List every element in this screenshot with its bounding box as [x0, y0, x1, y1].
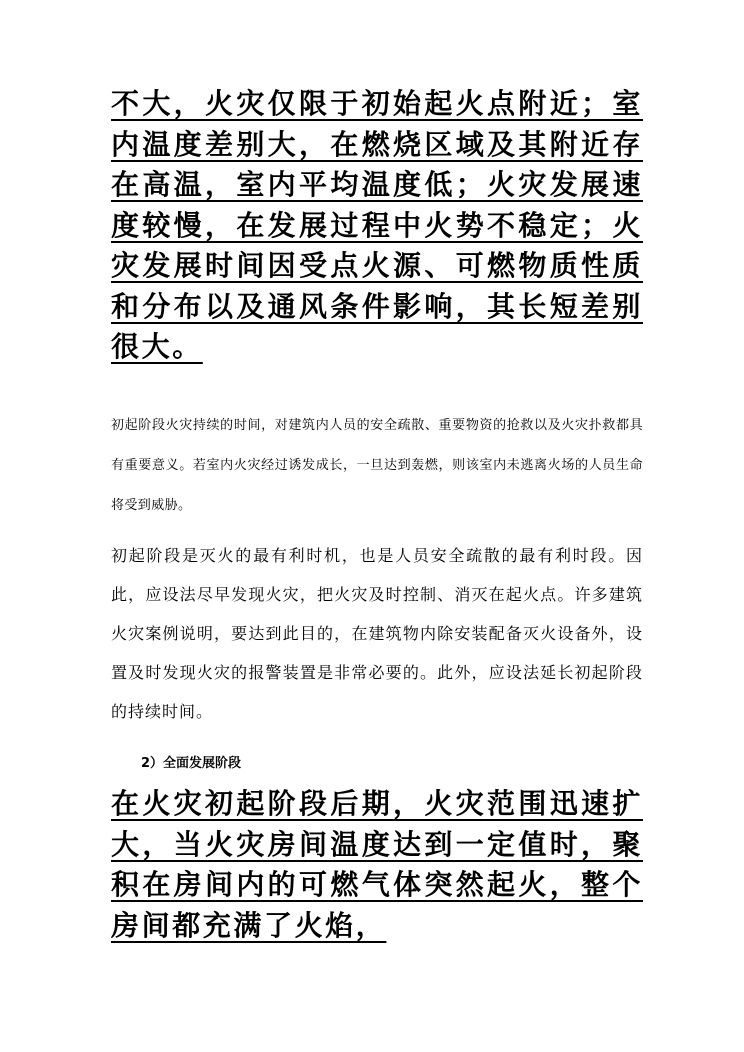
section-heading-full-development: 2）全面发展阶段	[141, 756, 242, 771]
paragraph-text: 不大，火灾仅限于初始起火点附近；室内温度差别大，在燃烧区域及其附近存在高温，室内平均温度低；火灾发展速度较慢，在发展过程中火势不稳定；火灾发展时间因受点火源、可燃物质性质和分布以及通风条件影响，其长短差别很大。	[111, 87, 643, 363]
paragraph-full-development	[111, 784, 643, 946]
paragraph-text: 在火灾初起阶段后期，火灾范围迅速扩大，当火灾房间温度达到一定值时，聚积在房间内的可燃气体突然起火，整个房间都充满了火焰，	[111, 787, 643, 942]
paragraph-initial-stage-opportunity: 初起阶段是灭火的最有利时机，也是人员安全疏散的最有利时段。因此，应设法尽早发现火灾，把火灾及时控制、消灭在起火点。许多建筑火灾案例说明，要达到此目的，在建筑物内除安装配备灭火设备外，设置及时发现火灾的报警装置是非常必要的。此外，应设法延长初起阶段的持续时间。	[111, 546, 643, 721]
paragraph-fire-initial-characteristics	[111, 84, 643, 368]
paragraph-initial-duration-importance: 初起阶段火灾持续的时间，对建筑内人员的安全疏散、重要物资的抢救以及火灾扑救都具有重要意义。若室内火灾经过诱发成长，一旦达到轰燃，则该室内未逃离火场的人员生命将受到威胁。	[111, 418, 643, 513]
